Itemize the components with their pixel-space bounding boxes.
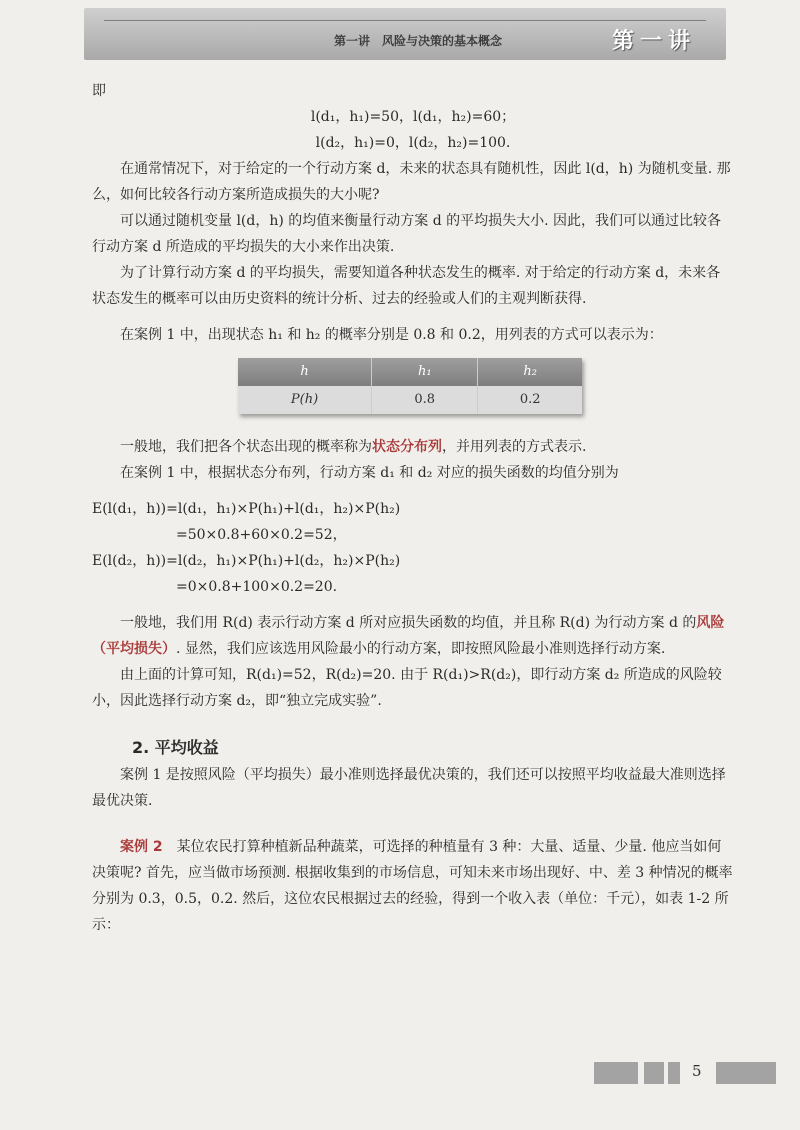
table-row (238, 386, 582, 414)
text: . 显然，我们应该选用风险最小的行动方案，即按照风险最小准则选择行动方案. (176, 641, 666, 657)
paragraph-state-distribution (92, 434, 734, 460)
footer-bar-left (594, 1062, 638, 1084)
table-header-cell: h (238, 358, 372, 386)
paragraph: 案例 1 是按照风险（平均损失）最小准则选择最优决策的，我们还可以按照平均收益最大准则选择最优决策. (92, 767, 726, 809)
paragraph-risk (92, 610, 734, 662)
section-title: 2. 平均收益 (132, 738, 219, 757)
state-distribution-table (238, 358, 582, 414)
page-content (92, 78, 734, 938)
paragraph: 为了计算行动方案 d 的平均损失，需要知道各种状态发生的概率. 对于给定的行动方案 d，未来各状态发生的概率可以由历史资料的统计分析、过去的经验或人们的主观判断获得. (92, 265, 721, 307)
paragraph: 在案例 1 中，根据状态分布列，行动方案 d₁ 和 d₂ 对应的损失函数的均值分别为 (120, 465, 619, 481)
table-header-cell: h₁ (372, 358, 478, 386)
paragraph-ji: 即 (92, 83, 106, 99)
paragraph: 可以通过随机变量 l(d，h) 的均值来衡量行动方案 d 的平均损失大小. 因此，我们可以通过比较各行动方案 d 所造成的平均损失的大小来作出决策. (92, 213, 722, 255)
table-cell: 0.8 (372, 386, 478, 414)
text: 一般地，我们用 R(d) 表示行动方案 d 所对应损失函数的均值，并且称 R(d) 为行动方案 d 的 (120, 615, 697, 631)
header-rule (104, 20, 706, 21)
case-2-paragraph (92, 834, 734, 938)
paragraph: 在通常情况下，对于给定的一个行动方案 d，未来的状态具有随机性，因此 l(d，h) 为随机变量. 那么，如何比较各行动方案所造成损失的大小呢? (92, 161, 731, 203)
table-cell: 0.2 (478, 386, 582, 414)
table-header-cell: h₂ (478, 358, 582, 386)
case-2-title: 案例 2 (120, 839, 163, 855)
equation-line: =50×0.8+60×0.2=52， (176, 527, 347, 543)
table-cell: P(h) (238, 386, 372, 414)
page-number: 5 (692, 1062, 702, 1080)
equation-line: E(l(d₂，h))=l(d₂，h₁)×P(h₁)+l(d₂，h₂)×P(h₂) (92, 553, 401, 569)
case-2-text: 某位农民打算种植新品种蔬菜，可选择的种植量有 3 种：大量、适量、少量. 他应当如何决策呢? 首先，应当做市场预测. 根据收集到的市场信息，可知未来市场出现好、中、差 3 种情况的概率分别为 0.3，0.5，0.2. 然后，这位农民根据过去的经验，得到一个收入表（单位：千元），如表 1-2 所示： (92, 839, 733, 933)
formula-line-1: l(d₁，h₁)=50，l(d₁，h₂)=60； (310, 109, 516, 125)
page-header (84, 8, 726, 60)
footer-bar-mid2 (668, 1062, 680, 1084)
equation-line: =0×0.8+100×0.2=20. (176, 579, 338, 595)
header-title: 第一讲 风险与决策的基本概念 (334, 34, 503, 48)
table-header-row (238, 358, 582, 386)
formula-line-2: l(d₂，h₁)=0，l(d₂，h₂)=100. (315, 135, 511, 151)
text: 一般地，我们把各个状态出现的概率称为 (120, 439, 372, 455)
equation-line: E(l(d₁，h))=l(d₁，h₁)×P(h₁)+l(d₁，h₂)×P(h₂) (92, 501, 401, 517)
footer-bar-mid (644, 1062, 664, 1084)
term-state-distribution: 状态分布列 (372, 439, 442, 455)
paragraph: 在案例 1 中，出现状态 h₁ 和 h₂ 的概率分别是 0.8 和 0.2，用列表的方式可以表示为： (120, 327, 663, 343)
text: ，并用列表的方式表示. (442, 439, 587, 455)
term-risk: 风险（平均损失） (92, 615, 725, 657)
header-chapter: 第一讲 (611, 29, 696, 54)
footer-bar-right (716, 1062, 776, 1084)
paragraph: 由上面的计算可知，R(d₁)=52，R(d₂)=20. 由于 R(d₁)>R(d₂)，即行动方案 d₂ 所造成的风险较小，因此选择行动方案 d₂，即“独立完成实验”. (92, 667, 722, 709)
